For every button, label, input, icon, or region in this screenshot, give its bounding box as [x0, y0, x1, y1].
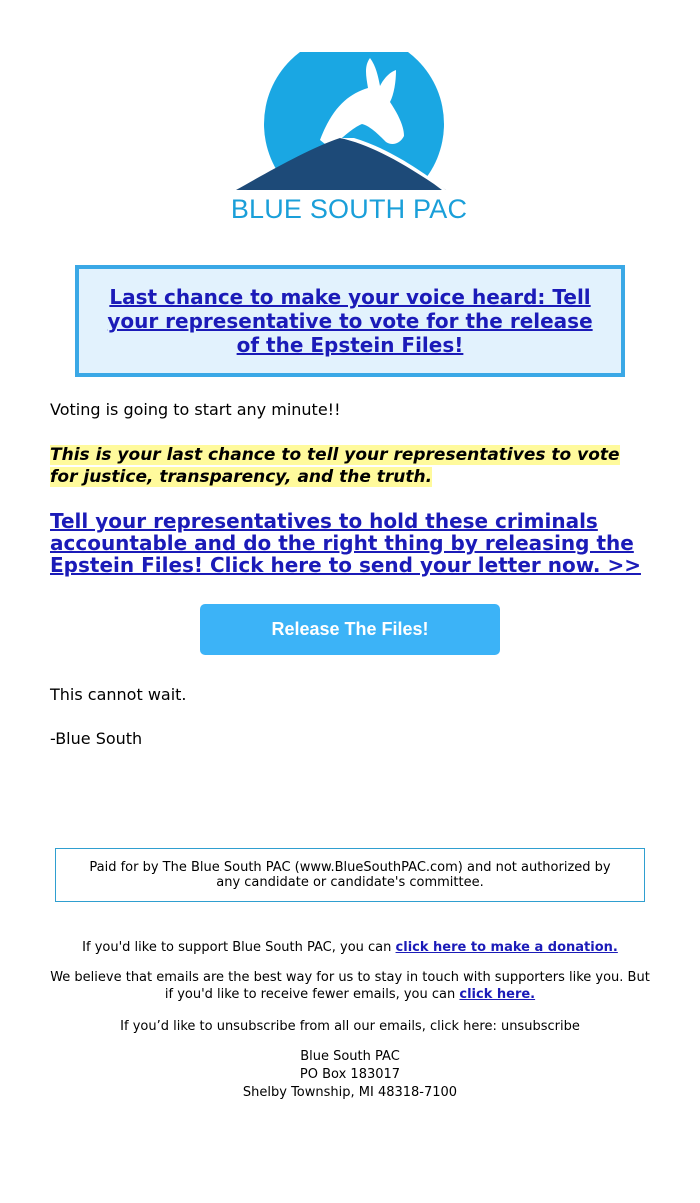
- donation-link[interactable]: click here to make a donation.: [395, 940, 618, 955]
- send-letter-link[interactable]: Tell your representatives to hold these criminals accountable and do the right thing by releasing the Epstein Files! Click here to send your letter now. >>: [50, 509, 641, 577]
- paid-for-disclaimer: Paid for by The Blue South PAC (www.BlueSouthPAC.com) and not authorized by any candidate or candidate's committee.: [55, 848, 645, 902]
- highlight-text: This is your last chance to tell your representatives to vote for justice, transparency, and the truth.: [50, 445, 620, 487]
- highlight-paragraph: [50, 444, 650, 488]
- mailing-address: [50, 1048, 650, 1102]
- address-name: Blue South PAC: [300, 1049, 400, 1064]
- fewer-emails-link[interactable]: click here.: [459, 987, 536, 1002]
- logo: [228, 52, 470, 228]
- support-text: If you'd like to support Blue South PAC, you can: [82, 940, 396, 955]
- closing-text: This cannot wait.: [50, 685, 187, 704]
- headline-link[interactable]: Last chance to make your voice heard: Tell your representative to vote for the release of the Epstein Files!: [107, 285, 593, 357]
- support-line: [50, 939, 650, 956]
- fewer-emails-text: We believe that emails are the best way for us to stay in touch with supporters like you. But if you'd like to receive fewer emails, you can: [50, 970, 650, 1002]
- address-box: PO Box 183017: [299, 1067, 401, 1082]
- unsubscribe-line[interactable]: If you’d like to unsubscribe from all our emails, click here: unsubscribe: [120, 1019, 580, 1034]
- signature: -Blue South: [50, 729, 143, 748]
- address-city: Shelby Township, MI 48318-7100: [242, 1085, 458, 1100]
- fewer-emails-line: [50, 969, 650, 1003]
- logo-text: BLUE SOUTH PAC: [230, 194, 468, 224]
- headline-box: [75, 265, 625, 377]
- donkey-logo-icon: [228, 52, 470, 192]
- release-files-button[interactable]: Release The Files!: [200, 604, 500, 655]
- intro-text: Voting is going to start any minute!!: [50, 400, 341, 419]
